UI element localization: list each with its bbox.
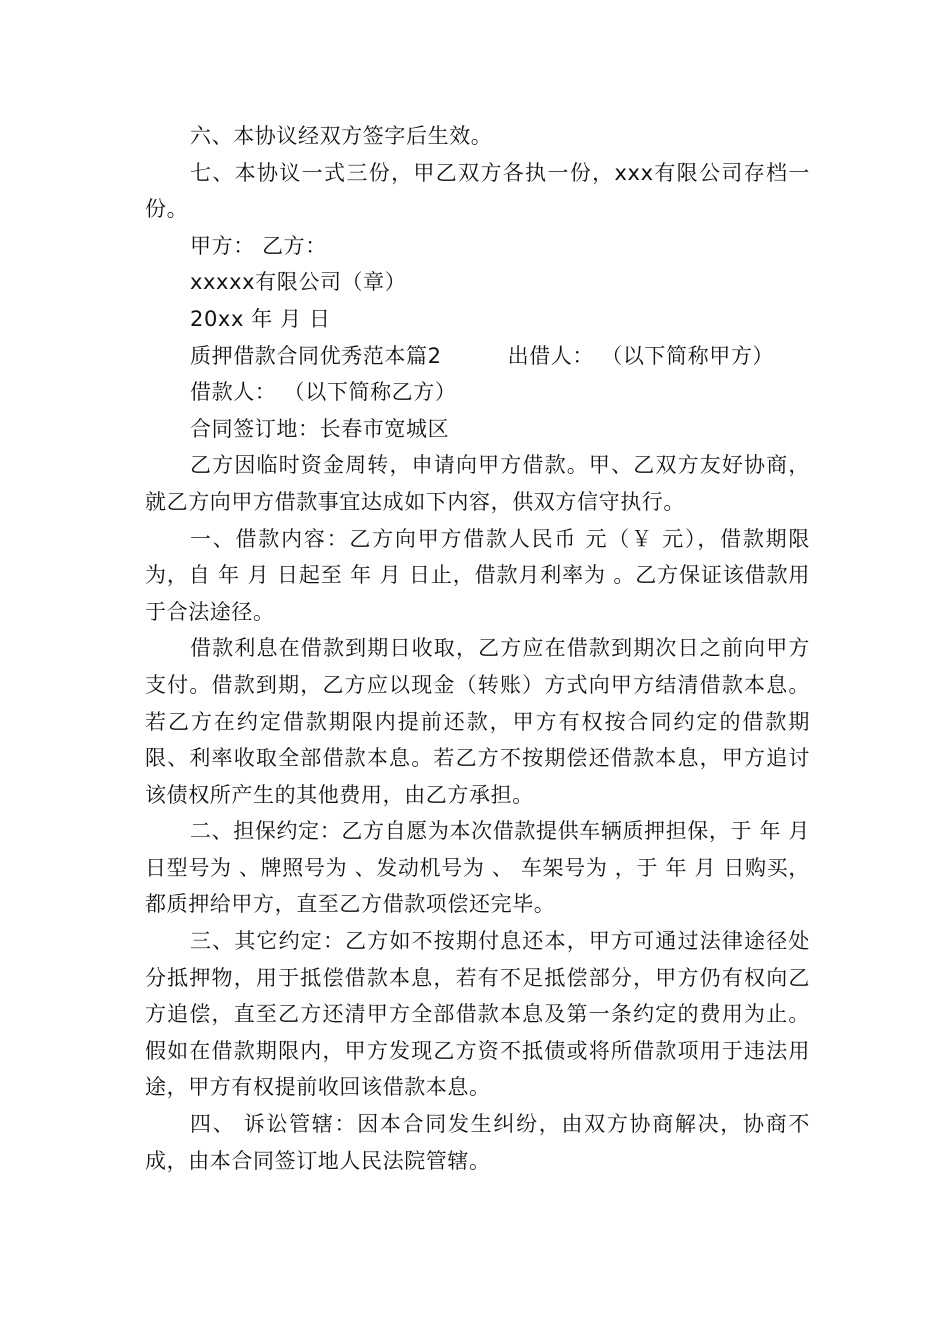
clause-six: 六、本协议经双方签字后生效。 bbox=[190, 124, 493, 148]
borrower-line: 借款人： （以下简称乙方） bbox=[190, 380, 457, 405]
clause-jurisdiction: 四、 诉讼管辖：因本合同发生纠纷，由双方协商解决，协商不成，由本合同签订地人民法院管辖。 bbox=[145, 1112, 810, 1173]
clause-seven: 七、本协议一式三份，甲乙双方各执一份，xxx有限公司存档一份。 bbox=[145, 160, 810, 222]
company-seal-line: xxxxx有限公司（章） bbox=[190, 270, 407, 295]
date-line: 20xx 年 月 日 bbox=[190, 306, 331, 331]
clause-loan-content: 一、借款内容：乙方向甲方借款人民币 元（￥ 元），借款期限为，自 年 月 日起至 年 月 日止，借款月利率为 。乙方保证该借款用于合法途径。 bbox=[145, 526, 810, 624]
document-body bbox=[145, 118, 810, 1179]
preamble-paragraph: 乙方因临时资金周转，申请向甲方借款。甲、乙双方友好协商，就乙方向甲方借款事宜达成如下内容，供双方信守执行。 bbox=[145, 453, 810, 514]
section-heading-line bbox=[145, 338, 810, 375]
section-title: 质押借款合同优秀范本篇2 bbox=[190, 343, 442, 368]
clause-guarantee: 二、担保约定：乙方自愿为本次借款提供车辆质押担保，于 年 月 日型号为 、牌照号为 、发动机号为 、 车架号为 ，于 年 月 日购买，都质押给甲方，直至乙方借款项偿还完毕。 bbox=[145, 819, 810, 917]
signature-parties: 甲方： 乙方： bbox=[190, 233, 327, 258]
clause-other-terms: 三、其它约定：乙方如不按期付息还本，甲方可通过法律途径处分抵押物，用于抵偿借款本息，若有不足抵偿部分，甲方仍有权向乙方追偿，直至乙方还清甲方全部借款本息及第一条约定的费用为止。假如在借款期限内，甲方发现乙方资不抵债或将所借款项用于违法用途，甲方有权提前收回该借款本息。 bbox=[145, 929, 810, 1100]
lender-line: 出借人： （以下简称甲方） bbox=[507, 343, 775, 368]
signing-location: 合同签订地：长春市宽城区 bbox=[190, 416, 450, 441]
clause-interest: 借款利息在借款到期日收取，乙方应在借款到期次日之前向甲方支付。借款到期，乙方应以现金（转账）方式向甲方结清借款本息。若乙方在约定借款期限内提前还款，甲方有权按合同约定的借款期限、利率收取全部借款本息。若乙方不按期偿还借款本息，甲方追讨该债权所产生的其他费用，由乙方承担。 bbox=[145, 636, 810, 807]
